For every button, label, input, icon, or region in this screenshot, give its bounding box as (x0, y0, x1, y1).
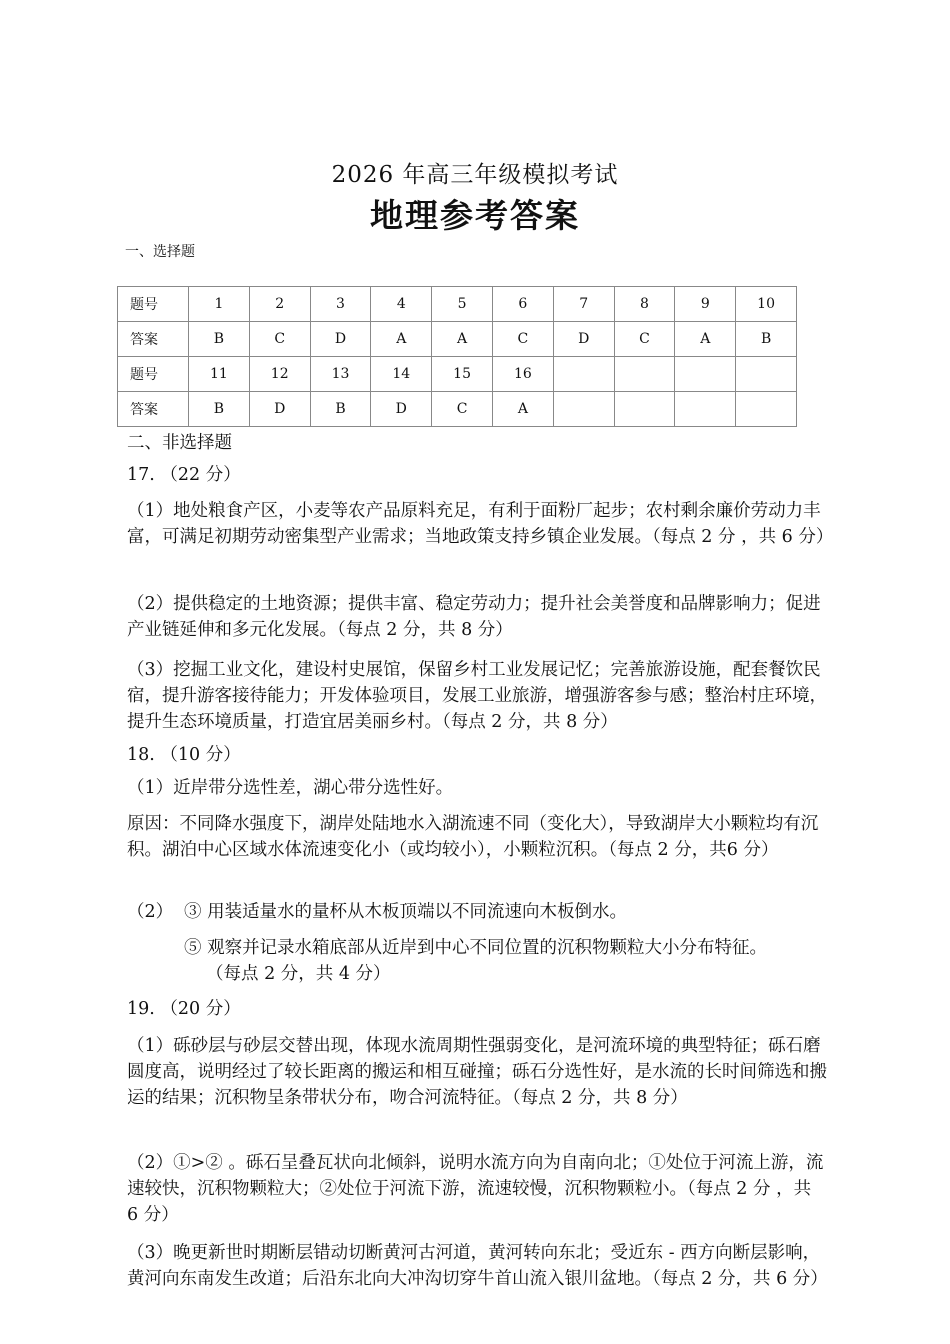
q19-part2 (127, 1150, 827, 1228)
table-cell: 16 (492, 357, 553, 392)
table-cell: D (310, 322, 371, 357)
table-cell: 12 (249, 357, 310, 392)
table-cell: C (614, 322, 675, 357)
table-cell: C (432, 392, 493, 427)
exam-subtitle: 2026 年高三年级模拟考试 (331, 162, 619, 188)
q18-score: （每点 2 分，共 4 分） (206, 964, 391, 984)
table-row (118, 357, 797, 392)
paragraph: 原因：不同降水强度下，湖岸处陆地水入湖流速不同（变化大），导致湖岸大小颗粒均有沉积。湖泊中心区域水体流速变化小（或均较小），小颗粒沉积。（每点 2 分，共6 分） (127, 814, 819, 860)
table-cell (736, 357, 797, 392)
table-cell: 13 (310, 357, 371, 392)
table-cell: 8 (614, 287, 675, 322)
q17-part2 (127, 591, 827, 643)
table-cell: 15 (432, 357, 493, 392)
table-cell: 11 (189, 357, 250, 392)
q19-heading: 19. （20 分） (127, 999, 241, 1019)
table-cell: D (249, 392, 310, 427)
q18-part1 (127, 775, 827, 801)
table-cell (736, 392, 797, 427)
paragraph: （2）提供稳定的土地资源；提供丰富、稳定劳动力；提升社会美誉度和品牌影响力；促进产业链延伸和多元化发展。（每点 2 分，共 8 分） (127, 594, 821, 640)
table-cell: 2 (249, 287, 310, 322)
section-free-response-title: 二、非选择题 (127, 433, 232, 453)
q18-part2-label: （2） (127, 902, 174, 922)
table-cell: 7 (553, 287, 614, 322)
table-row (118, 322, 797, 357)
paragraph: （1）地处粮食产区，小麦等农产品原料充足，有利于面粉厂起步；农村剩余廉价劳动力丰富，可满足初期劳动密集型产业需求；当地政策支持乡镇企业发展。（每点 2 分 ，共 6 分） (127, 501, 834, 547)
paragraph: （3）挖掘工业文化，建设村史展馆，保留乡村工业发展记忆；完善旅游设施，配套餐饮民宿，提升游客接待能力；开发体验项目，发展工业旅游，增强游客参与感；整治村庄环境，提升生态环境质量，打造宜居美丽乡村。（每点 2 分，共 8 分） (127, 660, 827, 732)
table-cell (675, 392, 736, 427)
page-title: 地理参考答案 (370, 196, 580, 235)
q18-step3: ③ 用装适量水的量杯从木板顶端以不同流速向木板倒水。 (184, 902, 628, 922)
table-cell: D (371, 392, 432, 427)
q18-step5: ⑤ 观察并记录水箱底部从近岸到中心不同位置的沉积物颗粒大小分布特征。 (184, 938, 768, 958)
table-row (118, 287, 797, 322)
row-label: 答案 (118, 322, 189, 357)
q19-part3 (127, 1240, 827, 1292)
table-cell: 3 (310, 287, 371, 322)
paragraph: （1）近岸带分选性差，湖心带分选性好。 (127, 778, 454, 798)
q17-part3 (127, 657, 827, 735)
table-row (118, 392, 797, 427)
row-label: 题号 (118, 357, 189, 392)
row-label: 答案 (118, 392, 189, 427)
table-cell: 1 (189, 287, 250, 322)
table-cell: C (492, 322, 553, 357)
table-cell (553, 357, 614, 392)
table-cell: B (736, 322, 797, 357)
q18-reason (127, 811, 827, 863)
table-cell: A (492, 392, 553, 427)
q18-heading: 18. （10 分） (127, 745, 241, 765)
table-cell: D (553, 322, 614, 357)
paragraph: （3）晚更新世时期断层错动切断黄河古河道，黄河转向东北；受近东 - 西方向断层影响，黄河向东南发生改道；后沿东北向大冲沟切穿牛首山流入银川盆地。（每点 2 分，共 6 分） (127, 1243, 828, 1289)
table-cell: A (371, 322, 432, 357)
section-multiple-choice-title: 一、选择题 (125, 244, 195, 260)
q17-heading: 17. （22 分） (127, 465, 241, 485)
table-cell: A (432, 322, 493, 357)
table-cell: 6 (492, 287, 553, 322)
answer-table (117, 286, 797, 427)
table-cell: B (310, 392, 371, 427)
table-cell: 5 (432, 287, 493, 322)
paragraph: （2）①>② 。砾石呈叠瓦状向北倾斜，说明水流方向为自南向北；①处位于河流上游，流速较快，沉积物颗粒大；②处位于河流下游，流速较慢，沉积物颗粒小。（每点 2 分 ，共 6 分） (127, 1153, 824, 1225)
table-cell: C (249, 322, 310, 357)
table-cell: B (189, 322, 250, 357)
table-cell: A (675, 322, 736, 357)
table-cell: B (189, 392, 250, 427)
table-cell: 9 (675, 287, 736, 322)
row-label: 题号 (118, 287, 189, 322)
table-cell (614, 392, 675, 427)
table-cell: 14 (371, 357, 432, 392)
paragraph: （1）砾砂层与砂层交替出现，体现水流周期性强弱变化，是河流环境的典型特征；砾石磨圆度高，说明经过了较长距离的搬运和相互碰撞；砾石分选性好，是水流的长时间筛选和搬运的结果；沉积物呈条带状分布，吻合河流特征。（每点 2 分，共 8 分） (127, 1036, 827, 1108)
table-cell (553, 392, 614, 427)
q19-part1 (127, 1033, 827, 1111)
table-cell (675, 357, 736, 392)
table-cell: 10 (736, 287, 797, 322)
table-cell (614, 357, 675, 392)
q17-part1 (127, 498, 834, 550)
table-cell: 4 (371, 287, 432, 322)
